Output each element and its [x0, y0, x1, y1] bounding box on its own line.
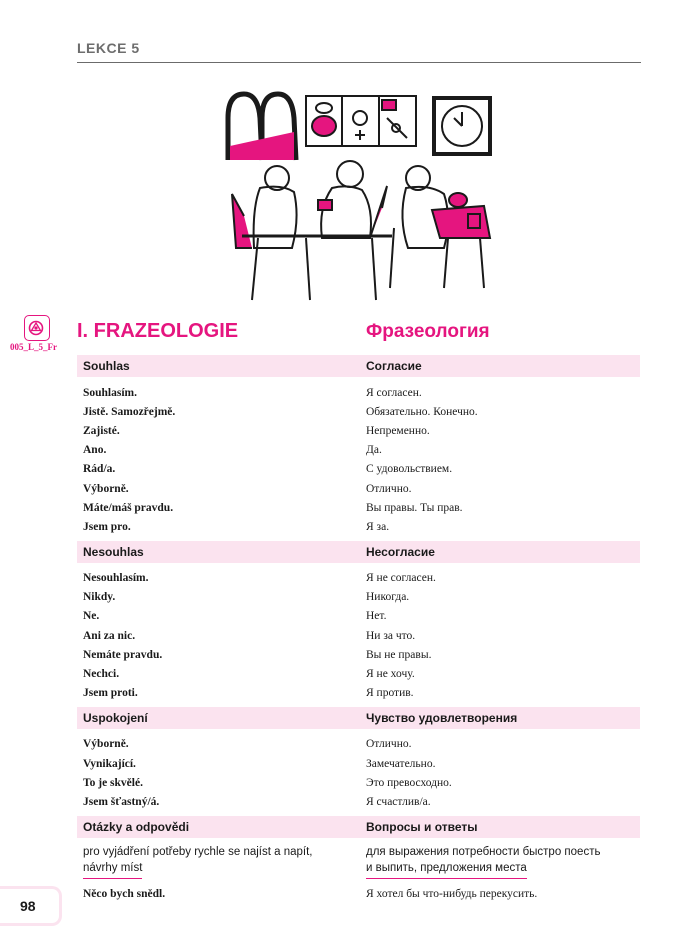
- phrase-row: [77, 383, 640, 402]
- phrase-row: [77, 792, 640, 811]
- phrase-czech: Rád/a.: [83, 463, 116, 476]
- group-header: [77, 541, 640, 563]
- phrase-row: [77, 588, 640, 607]
- phrase-russian: Это превосходно.: [366, 776, 452, 789]
- context-note-czech-line2: návrhy míst: [83, 860, 142, 879]
- section-title-czech: I. FRAZEOLOGIE: [77, 320, 239, 342]
- context-note: [77, 838, 640, 885]
- phrase-russian: Я не согласен.: [366, 572, 436, 585]
- lesson-header: [77, 40, 641, 63]
- phrase-row: [77, 460, 640, 479]
- page-number: 98: [20, 898, 36, 914]
- phrase-czech: Ne.: [83, 610, 100, 623]
- phrase-czech: Jsem proti.: [83, 687, 138, 700]
- phrase-russian: Я против.: [366, 687, 414, 700]
- group-title-russian: Вопросы и ответы: [366, 819, 478, 834]
- group-title-czech: Souhlas: [83, 359, 130, 373]
- phrase-czech: Nechci.: [83, 668, 120, 681]
- phrase-czech: Máte/máš pravdu.: [83, 501, 174, 514]
- phrase-czech: Výborně.: [83, 738, 129, 751]
- phrase-row: [77, 569, 640, 588]
- phrase-row: [77, 645, 640, 664]
- context-note-czech-line1: pro vyjádření potřeby rychle se najíst a napít,: [83, 845, 313, 858]
- group-title-czech: Otázky a odpovědi: [83, 819, 190, 834]
- phrase-russian: Никогда.: [366, 591, 410, 604]
- phrase-russian: Непременно.: [366, 424, 430, 437]
- context-note-russian: [366, 844, 640, 879]
- phrase-czech: Ani za nic.: [83, 629, 136, 642]
- phrase-russian: Ни за что.: [366, 629, 416, 642]
- phrase-row: [77, 498, 640, 517]
- phrase-russian: Я не хочу.: [366, 668, 415, 681]
- context-note-czech: [77, 844, 366, 879]
- phrase-russian: Вы не правы.: [366, 648, 432, 661]
- group-title-czech: Nesouhlas: [83, 544, 144, 559]
- phrase-czech: Vynikající.: [83, 757, 136, 770]
- cafe-illustration: [222, 88, 502, 310]
- group-title-russian: Несогласие: [366, 544, 435, 559]
- section-title-russian: Фразеология: [366, 321, 490, 342]
- group-title-russian: Согласие: [366, 359, 422, 373]
- phrase-russian: Я счастлив/а.: [366, 795, 431, 808]
- group-title-russian: Чувство удовлетворения: [366, 710, 518, 725]
- phrase-czech: Jistě. Samozřejmě.: [83, 405, 176, 418]
- phrase-row: [77, 402, 640, 421]
- phrase-row: [77, 664, 640, 683]
- phrase-russian: Нет.: [366, 610, 387, 623]
- phrase-czech: Zajisté.: [83, 424, 120, 437]
- phrase-russian: Вы правы. Ты прав.: [366, 501, 463, 514]
- phrase-russian: С удовольствием.: [366, 463, 453, 476]
- phrase-row: [77, 607, 640, 626]
- group-title-czech: Uspokojení: [83, 710, 148, 725]
- phrase-russian: Я согласен.: [366, 386, 422, 399]
- phrase-row: [77, 735, 640, 754]
- phrase-row: [77, 754, 640, 773]
- phrase-row: [77, 441, 640, 460]
- phrase-czech: Jsem šťastný/á.: [83, 795, 160, 808]
- phrase-czech: Souhlasím.: [83, 386, 138, 399]
- group-header: [77, 816, 640, 838]
- phrase-russian: Я хотел бы что-нибудь перекусить.: [366, 888, 538, 901]
- phrase-row: [77, 626, 640, 645]
- phrase-russian: Замечательно.: [366, 757, 436, 770]
- phrase-row: [77, 684, 640, 703]
- phrase-russian: Обязательно. Конечно.: [366, 405, 478, 418]
- phrase-czech: Nikdy.: [83, 591, 116, 604]
- phrase-row: [77, 517, 640, 536]
- phrase-russian: Отлично.: [366, 482, 412, 495]
- group-header: [77, 355, 640, 377]
- audio-track-label: 005_L_5_Fr: [10, 342, 57, 352]
- phrase-czech: Nesouhlasím.: [83, 572, 149, 585]
- phrase-czech: Jsem pro.: [83, 520, 131, 533]
- phrase-row: [77, 773, 640, 792]
- audio-track-icon[interactable]: [24, 315, 50, 341]
- phrase-czech: To je skvělé.: [83, 776, 143, 789]
- context-note-russian-line1: для выражения потребности быстро поесть: [366, 845, 601, 858]
- phrase-czech: Ano.: [83, 444, 107, 457]
- phrase-czech: Výborně.: [83, 482, 129, 495]
- phrase-russian: Отлично.: [366, 738, 412, 751]
- phrase-russian: Да.: [366, 444, 382, 457]
- phrase-row: [77, 479, 640, 498]
- lesson-label: LEKCE 5: [77, 40, 140, 56]
- context-note-russian-line2: и выпить, предложения места: [366, 860, 527, 879]
- phrase-row: [77, 885, 640, 904]
- group-header: [77, 707, 640, 729]
- phrase-czech: Něco bych snědl.: [83, 888, 166, 901]
- phrase-row: [77, 421, 640, 440]
- phrase-table: [77, 355, 640, 908]
- phrase-russian: Я за.: [366, 520, 390, 533]
- phrase-czech: Nemáte pravdu.: [83, 648, 163, 661]
